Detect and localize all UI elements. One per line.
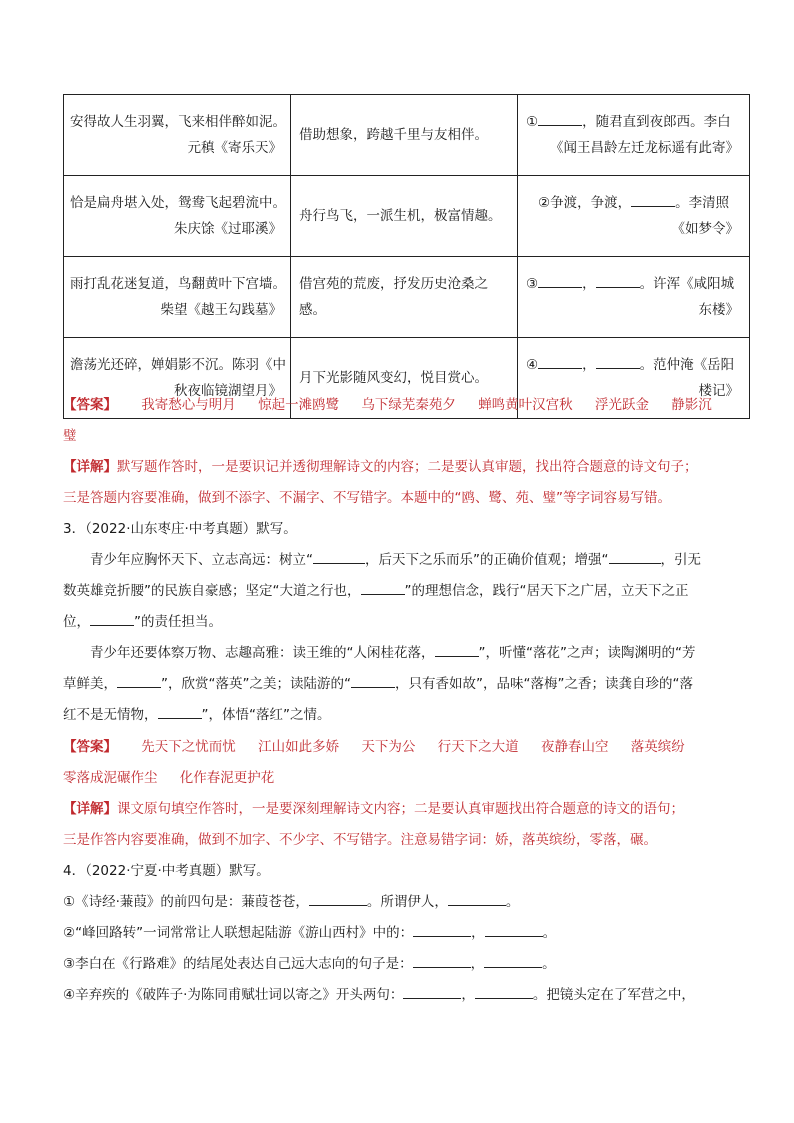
- answer-line: [63, 732, 743, 763]
- fill-blank[interactable]: [90, 611, 134, 626]
- answer-item: 惊起一滩鸥鹭: [258, 397, 340, 413]
- answer-item: 乌下绿芜秦苑夕: [361, 397, 456, 413]
- detail-text: 三是作答内容要准确，做到不加字、不少字、不写错字。注意易错字词：娇，落英缤纷，零落，碾。: [63, 832, 657, 848]
- table-row: [64, 257, 750, 338]
- blank-suffix: ，随君直到夜郎西。李白: [582, 114, 731, 130]
- meaning-cell: 借助想象，跨越千里与友相伴。: [291, 95, 518, 176]
- answer-item: 行天下之大道: [437, 739, 519, 755]
- question-4: [63, 856, 743, 1011]
- detail-block-3: [63, 794, 743, 856]
- question-text: ”，听懂“落花”之声；读陶渊明的“芳: [478, 645, 696, 661]
- fill-blank[interactable]: [361, 580, 405, 595]
- question-text: ”，欣赏“落英”之美；读陆游的“: [161, 676, 351, 692]
- answer-item: 落英缤纷: [630, 739, 685, 755]
- answer-item: 夜静春山空: [540, 739, 609, 755]
- answer-item: 先天下之忧而忧: [141, 739, 236, 755]
- question-text: 。: [542, 956, 556, 972]
- answer-line: [63, 390, 743, 421]
- question-text: ，: [470, 956, 485, 972]
- question-text: ”，体悟“落红”之情。: [201, 707, 331, 723]
- poem-table: [63, 94, 750, 419]
- answer-line: [63, 763, 743, 794]
- poem-source: 秋夜临镜湖望月》: [174, 383, 282, 399]
- fill-blank[interactable]: [403, 984, 461, 999]
- detail-tag: 【详解】: [63, 801, 117, 817]
- blank-suffix: 。许浑《咸阳城: [639, 276, 735, 292]
- blank-prefix: ④: [526, 357, 539, 373]
- fill-blank[interactable]: [631, 192, 675, 207]
- question-text: ，引无: [660, 552, 701, 568]
- poem-line: 恰是扁舟堪入处，鸳鸯飞起碧流中。: [70, 195, 286, 211]
- question-title: 4．（2022·宁夏·中考真题）默写。: [63, 863, 270, 879]
- question-text: ③李白在《行路难》的结尾处表达自己远大志向的句子是：: [63, 956, 413, 972]
- question-text: 数英雄竞折腰”的民族自豪感；坚定“大道之行也，: [63, 583, 361, 599]
- blank-cell: [518, 95, 750, 176]
- blank-prefix: ②争渡，争渡，: [538, 195, 632, 211]
- answer-item: 静影沉: [671, 397, 712, 413]
- fill-blank[interactable]: [484, 953, 542, 968]
- blank-separator: ，: [582, 276, 596, 292]
- answer-block-1: [63, 390, 743, 452]
- meaning-cell: 借宫苑的荒废，抒发历史沧桑之感。: [291, 257, 518, 338]
- question-text: 红不是无情物，: [63, 707, 158, 723]
- fill-blank[interactable]: [351, 673, 395, 688]
- answer-item: 浮光跃金: [594, 397, 649, 413]
- detail-text: 默写题作答时，一是要识记并透彻理解诗文的内容；二是要认真审题，找出符合题意的诗文句子；: [117, 459, 698, 475]
- question-text: ④辛弃疾的《破阵子·为陈同甫赋壮词以寄之》开头两句：: [63, 987, 404, 1003]
- question-text: 青少年还要体察万物、志趣高雅：读王维的“人闲桂花落，: [90, 645, 435, 661]
- fill-blank[interactable]: [313, 549, 365, 564]
- poem-cell: [64, 257, 291, 338]
- question-text: ，: [471, 925, 485, 941]
- blank-prefix: ③: [526, 276, 539, 292]
- blank-separator: ，: [582, 357, 596, 373]
- blank-source: 楼记》: [698, 383, 739, 399]
- fill-blank[interactable]: [596, 273, 640, 288]
- blank-source: 《如梦令》: [671, 221, 739, 237]
- fill-blank[interactable]: [538, 111, 582, 126]
- blank-source: 东楼》: [698, 302, 739, 318]
- blank-suffix: 。李清照: [675, 195, 730, 211]
- detail-tag: 【详解】: [63, 459, 117, 475]
- blank-prefix: ①: [526, 114, 539, 130]
- answer-block-3: [63, 732, 743, 794]
- answer-item: 江山如此多娇: [258, 739, 340, 755]
- fill-blank[interactable]: [485, 922, 543, 937]
- poem-source: 朱庆馀《过耶溪》: [174, 221, 282, 237]
- fill-blank[interactable]: [596, 354, 640, 369]
- question-text: ，: [461, 987, 475, 1003]
- fill-blank[interactable]: [435, 642, 479, 657]
- question-text: 草鲜美，: [63, 676, 117, 692]
- question-text: ②“峰回路转”一词常常让人联想起陆游《游山西村》中的：: [63, 925, 414, 941]
- question-text: ，只有香如故”，品味“落梅”之香；读龚自珍的“落: [394, 676, 693, 692]
- poem-source: 元稹《寄乐天》: [187, 140, 282, 156]
- question-text: ”的理想信念，践行“居天下之广居，立天下之正: [404, 583, 689, 599]
- table-row: [64, 95, 750, 176]
- fill-blank[interactable]: [309, 891, 367, 906]
- poem-cell: [64, 95, 291, 176]
- answer-tag: 【答案】: [63, 397, 117, 413]
- blank-suffix: 。范仲淹《岳阳: [639, 357, 735, 373]
- answer-item: 化作春泥更护花: [179, 770, 275, 786]
- question-title: 3．（2022·山东枣庄·中考真题）默写。: [63, 521, 297, 537]
- answer-item: 蝉鸣黄叶汉宫秋: [478, 397, 573, 413]
- fill-blank[interactable]: [413, 953, 471, 968]
- detail-text: 三是答题内容要准确，做到不添字、不漏字、不写错字。本题中的“鸥、鹭、苑、璧”等字词容易写错。: [63, 490, 671, 506]
- answer-item: 我寄愁心与明月: [141, 397, 236, 413]
- table-row: [64, 176, 750, 257]
- blank-source: 《闻王昌龄左迁龙标遥有此寄》: [550, 140, 739, 156]
- question-text: 。: [542, 925, 557, 941]
- fill-blank[interactable]: [475, 984, 533, 999]
- detail-text: 课文原句填空作答时，一是要深刻理解诗文内容；二是要认真审题找出符合题意的诗文的语句；: [117, 801, 684, 817]
- answer-item: 天下为公: [361, 739, 416, 755]
- poem-line: 安得故人生羽翼，飞来相伴醉如泥。: [70, 114, 286, 130]
- detail-block-1: [63, 452, 743, 514]
- question-3: [63, 514, 743, 731]
- fill-blank[interactable]: [538, 354, 582, 369]
- blank-cell: [518, 176, 750, 257]
- question-text: 位，: [63, 614, 90, 630]
- fill-blank[interactable]: [117, 673, 161, 688]
- poem-source: 柴望《越王勾践墓》: [160, 302, 282, 318]
- poem-line: 雨打乱花迷复道，鸟翻黄叶下宫墙。: [70, 276, 286, 292]
- answer-item: 零落成泥碾作尘: [63, 770, 158, 786]
- fill-blank[interactable]: [538, 273, 582, 288]
- answer-overflow: 璧: [63, 428, 77, 444]
- blank-cell: [518, 257, 750, 338]
- poem-cell: [64, 176, 291, 257]
- question-text: 。: [505, 894, 520, 910]
- question-text: ，后天下之乐而乐”的正确价值观；增强“: [365, 552, 609, 568]
- fill-blank[interactable]: [609, 549, 661, 564]
- meaning-cell: 月下光影随风变幻，悦目赏心。: [291, 338, 518, 419]
- question-text: 。把镜头定在了军营之中，: [532, 987, 695, 1003]
- fill-blank[interactable]: [158, 704, 202, 719]
- fill-blank[interactable]: [413, 922, 471, 937]
- question-text: 青少年应胸怀天下、立志高远：树立“: [90, 552, 313, 568]
- question-text: ”的责任担当。: [134, 614, 222, 630]
- answer-tag: 【答案】: [63, 739, 117, 755]
- poem-line: 澹荡光还碎，婵娟影不沉。陈羽《中: [70, 357, 286, 373]
- question-text: 。所谓伊人，: [366, 894, 448, 910]
- question-text: ①《诗经·蒹葭》的前四句是：蒹葭苍苍，: [63, 894, 309, 910]
- fill-blank[interactable]: [448, 891, 506, 906]
- meaning-cell: 舟行鸟飞，一派生机，极富情趣。: [291, 176, 518, 257]
